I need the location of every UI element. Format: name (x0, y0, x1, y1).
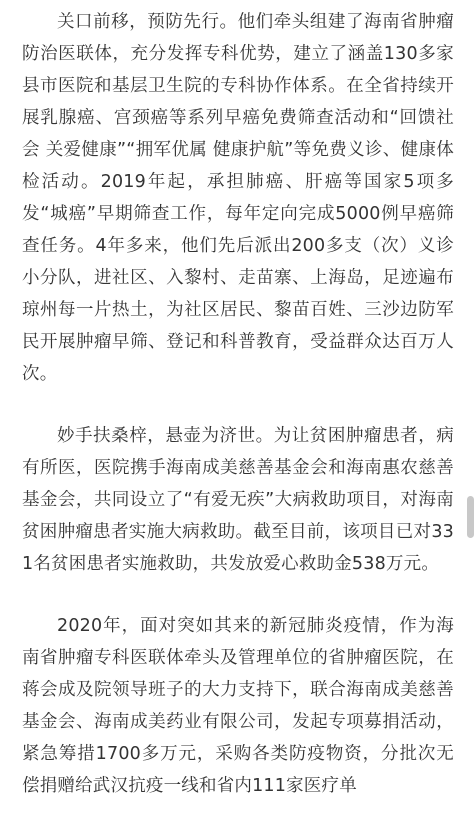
paragraph-poverty-aid: 妙手扶桑梓，悬壶为济世。为让贫困肿瘤患者，病有所医，医院携手海南成美慈善基金会和海南惠农慈善基金会，共同设立了“有爱无疾”大病救助项目，对海南贫困肿瘤患者实施大病救助。截至目前，该项目已对331名贫困患者实施救助，共发放爱心救助金538万元。 (22, 426, 454, 574)
scrollbar-thumb[interactable] (467, 496, 474, 538)
paragraph-epidemic-donation: 2020年，面对突如其来的新冠肺炎疫情，作为海南省肿瘤专科医联体牵头及管理单位的省肿瘤医院，在蒋会成及院领导班子的大力支持下，联合海南成美慈善基金会、海南成美药业有限公司，发起专项募捐活动，紧急筹措1700多万元，采购各类防疫物资，分批次无偿捐赠给武汉抗疫一线和省内111家医疗单 (22, 616, 454, 796)
article-body (22, 0, 454, 802)
paragraph-prevention: 关口前移，预防先行。他们牵头组建了海南省肿瘤防治医联体，充分发挥专科优势，建立了涵盖130多家县市医院和基层卫生院的专科协作体系。在全省持续开展乳腺癌、宫颈癌等系列早癌免费筛查活动和“回馈社会 关爱健康”“拥军优属 健康护航”等免费义诊、健康体检活动。2019年起，承担肺癌、肝癌等国家5项多发“城癌”早期筛查工作，每年定向完成5000例早癌筛查任务。4年多来，他们先后派出200多支（次）义诊小分队，进社区、入黎村、走苗寨、上海岛，足迹遍布琼州每一片热土，为社区居民、黎苗百姓、三沙边防军民开展肿瘤早筛、登记和科普教育，受益群众达百万人次。 (22, 12, 454, 384)
vertical-scrollbar[interactable] (466, 0, 474, 825)
